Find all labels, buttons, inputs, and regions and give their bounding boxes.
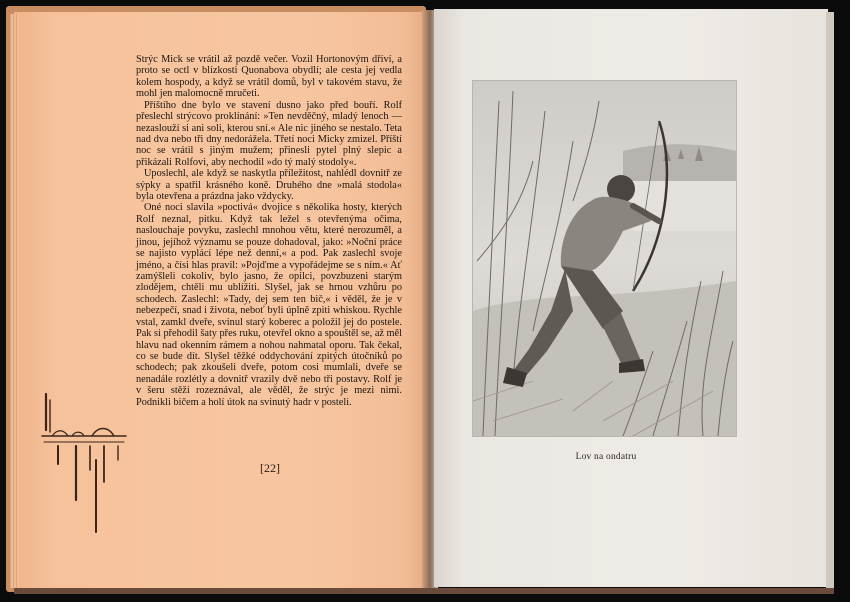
paragraph: Příštího dne bylo ve stavení dusno jako před bouří. Rolf přeslechl strýcovo proklínání: »Ten nevděčný, mladý lenoch — nezaslouží si ani soli, kterou sní.« Ale nic jiného se nestalo. Teta nad dva nebo tři dny nedorážela. Třetí noci Micky zmizel. Příští noc se vrátil s jiným mužem; přinesli pytel plný slepic a přikázali Rolfovi, aby nechodil »do tý malý stodoly«. <box>136 99 402 168</box>
right-page-edge <box>826 12 834 588</box>
archer-illustration <box>473 81 736 436</box>
left-page-text <box>136 54 402 454</box>
book-bottom-edge <box>14 588 834 594</box>
paragraph: Oné noci slavila »poctivá« dvojice s několika hosty, kterých Rolf neznal, pitku. Když tak ležel s otevřenýma očima, naslouchaje povyku, zaslechl mnohou větu, které nerozuměl, a jinou, jejíhož významu se pouze dohadoval, jako: »Noční práce se najisto vyplácí lépe než denní,« a pod. Pak zaslechl svoje jméno, a čísi hlas pravil: »Pojďme a vypořádejme se s ním.« Ať zamýšleli cokoliv, bylo jasno, že opilci, povzbuzeni starým zlodějem, chtěli mu ublížiti. Slyšel, jak se hrnou vzhůru po schodech. Zaslechl: »Tady, dej sem ten bič,« i věděl, že je v nebezpečí, snad i života, neboť byli úplně zpiti whiskou. Rychle vstal, zamkl dveře, svinul starý koberec a položil jej do postele. Pak si přehodil šaty přes ruku, otevřel okno a spouštěl se, až měl hlavu nad okenním rámem a nohou nahmatal oporu. Tak čekal, co se bude dít. Slyšel těžké oddychování zpitých útočníků po schodech; pak zkoušeli dveře, potom cosi mumlali, dveře se nenadále rozlétly a dovnitř vrazily dvě nebo tři postavy. Rolf je v šeru stěží rozeznával, ale věděl, že strýc je mezi nimi. Podnikli bičem a holí útok na svinutý hadr v posteli. <box>136 202 402 408</box>
page-number: [22] <box>260 461 280 475</box>
page-stack-edge <box>10 14 19 588</box>
illustration-caption: Lov na ondatru <box>575 452 637 462</box>
paragraph: Uposlechl, ale když se naskytla příležitost, nahlédl dovnitř ze sýpky a spatřil krásného koně. Druhého dne »malá stodola« byla otevřena a prázdna jako vždycky. <box>136 168 402 203</box>
illustration-plate <box>473 81 736 436</box>
paragraph: Strýc Mick se vrátil až pozdě večer. Vozil Hortonovým dříví, a proto se octl v blízkosti Quonabova obydlí; ale cesta jej vedla kolem hospody, a když se vrátil domů, byl v takovém stavu, že mohl jen malomocně mručeti. <box>136 54 402 100</box>
library-stamp-icon <box>38 390 130 540</box>
